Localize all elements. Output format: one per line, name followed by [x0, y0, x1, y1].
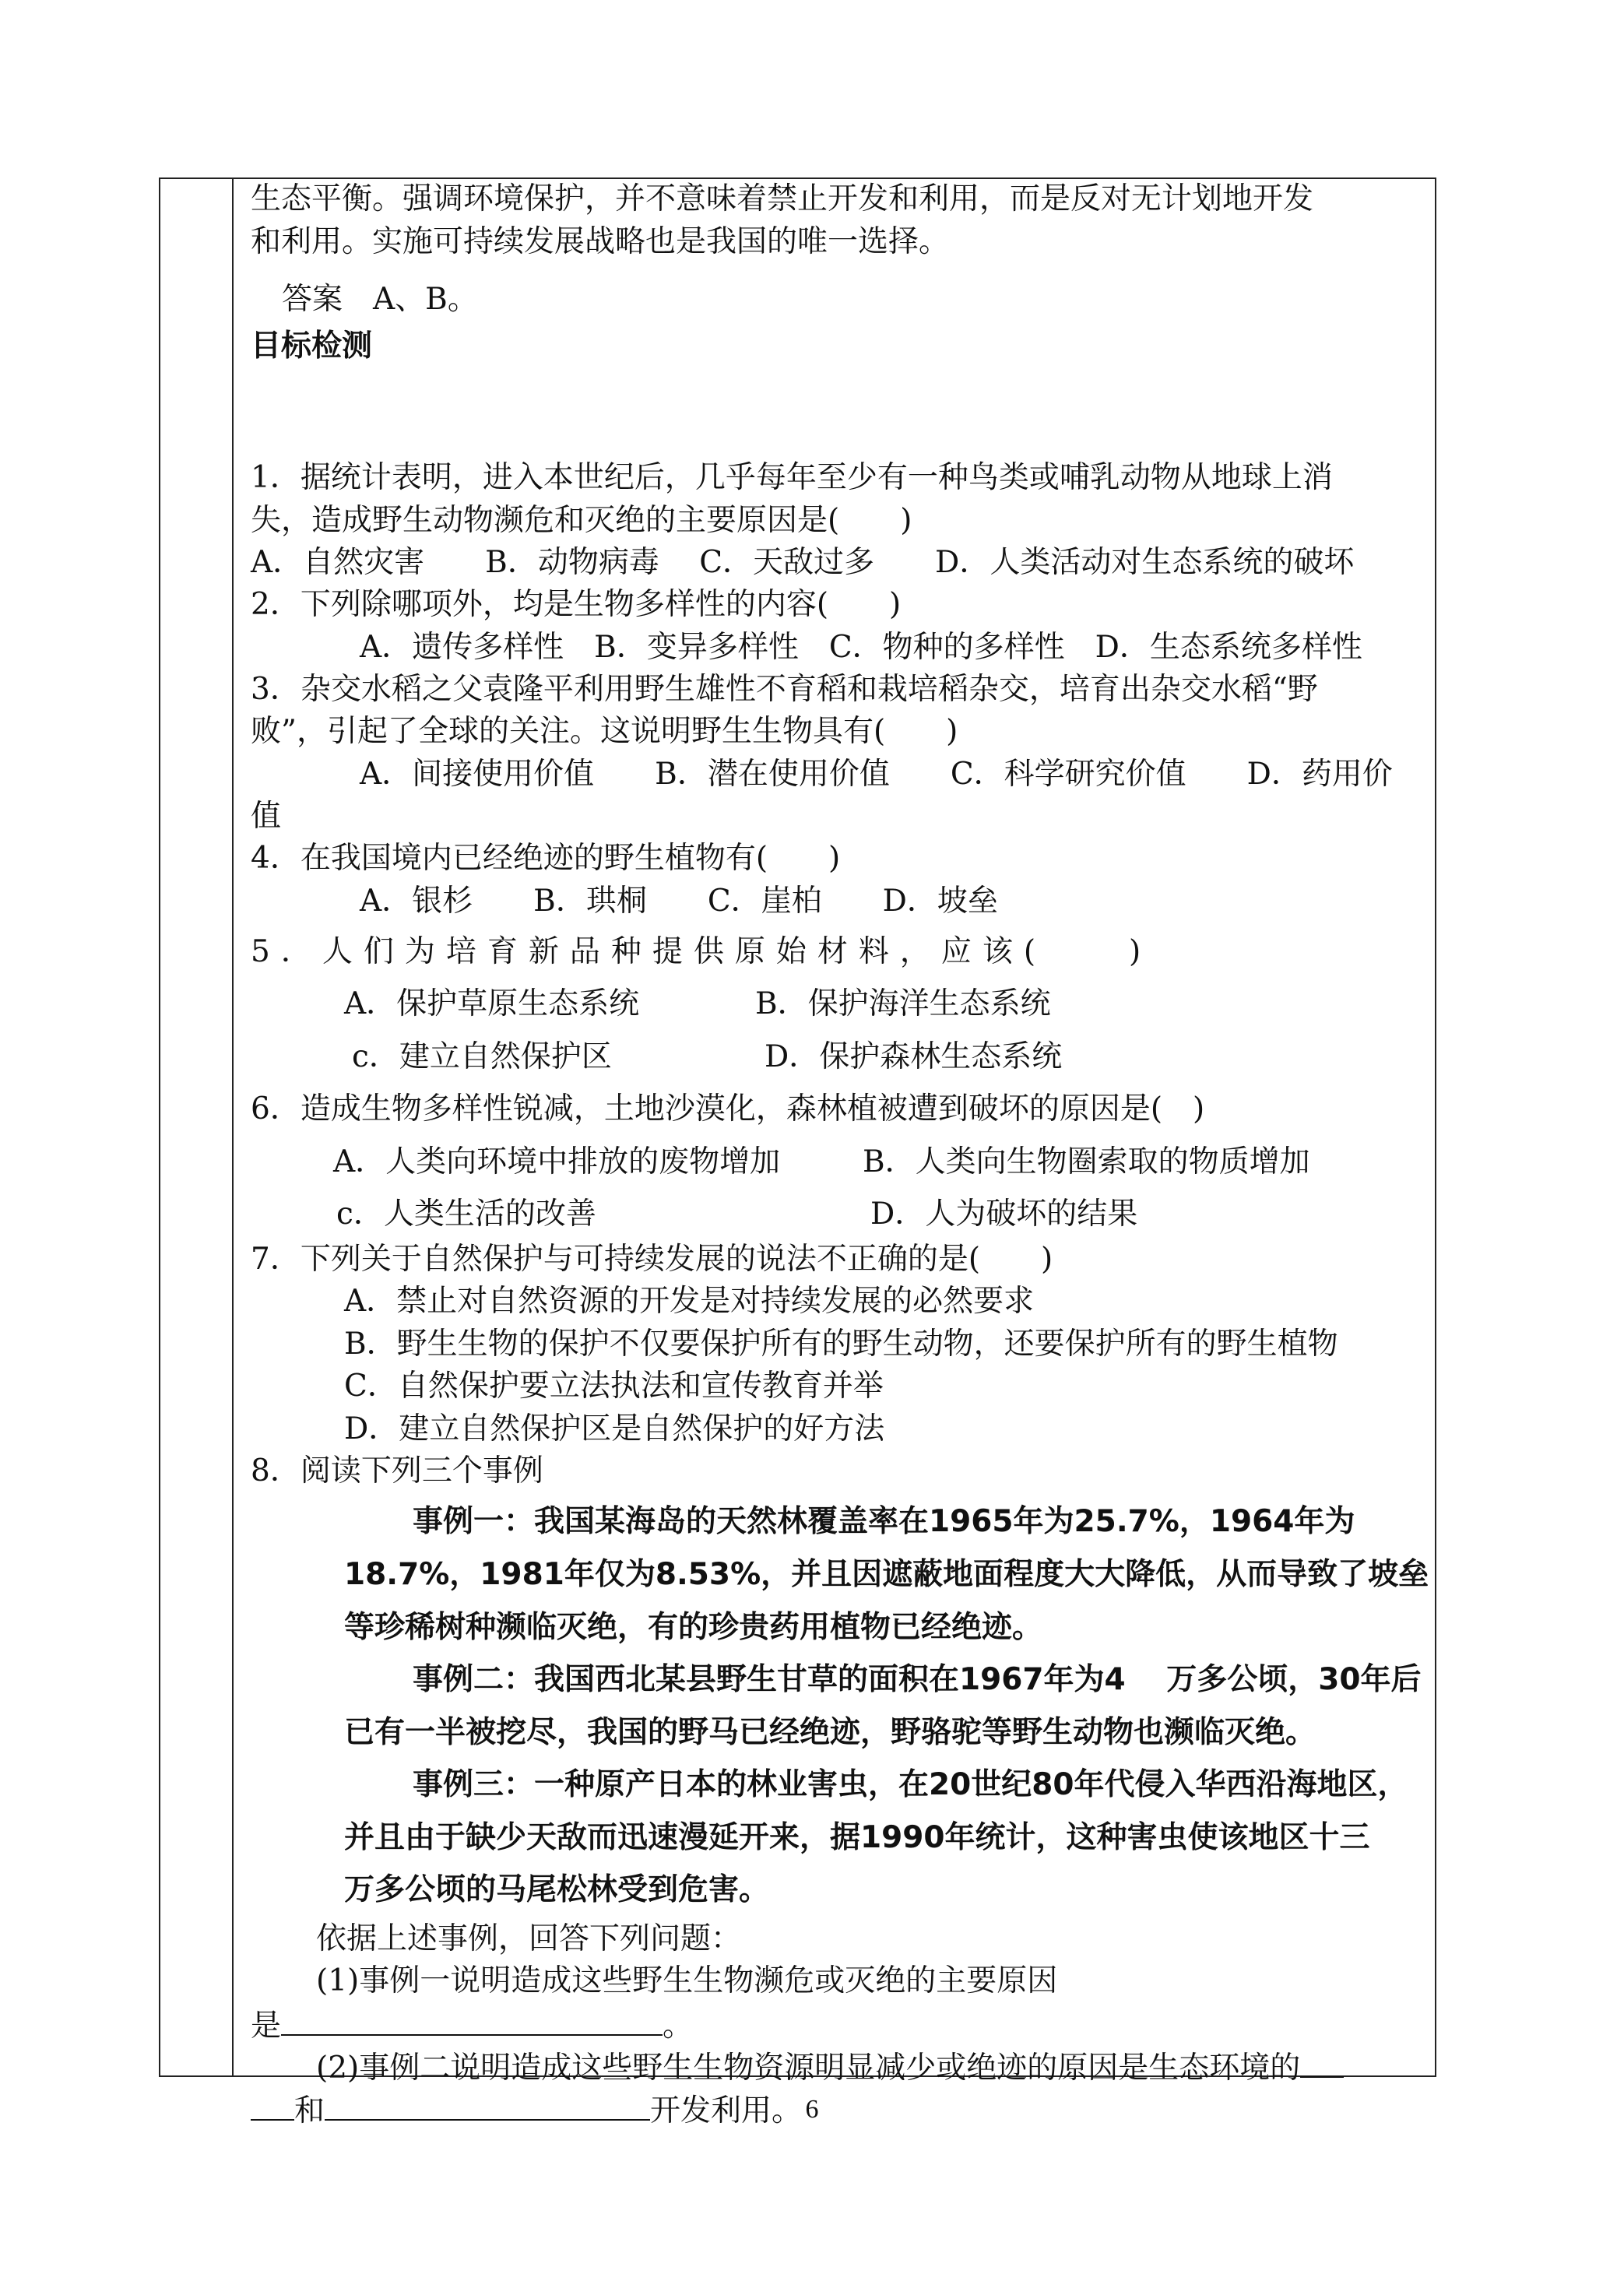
q8-sub2-mid: 和 — [294, 2093, 325, 2128]
q5-option-b: B．保护海洋生态系统 — [755, 986, 1051, 1021]
q8-sub2-end: 开发利用。 — [650, 2093, 803, 2128]
q8-example-1-line-3: 等珍稀树种濒临灭绝，有的珍贵药用植物已经绝迹。 — [344, 1610, 1043, 1645]
q8-example-3-line-3: 万多公顷的马尾松林受到危害。 — [344, 1872, 770, 1907]
q5-stem: 5．人们为培育新品种提供原始材料，应该( ) — [251, 934, 1152, 969]
q8-sub1-suffix: 。 — [663, 2009, 694, 2044]
q8-sub2-blank-1a[interactable] — [1300, 2048, 1344, 2078]
intro-line-1: 生态平衡。强调环境保护，并不意味着禁止开发和利用，而是反对无计划地开发 — [251, 181, 1314, 216]
q8-stem: 8．阅读下列三个事例 — [251, 1453, 543, 1488]
q1-stem-line-1: 1．据统计表明，进入本世纪后，几乎每年至少有一种鸟类或哺乳动物从地球上消 — [251, 460, 1333, 495]
q3-stem-line-2: 败”，引起了全球的关注。这说明野生生物具有( ) — [251, 714, 958, 749]
q7-option-c: C．自然保护要立法执法和宣传教育并举 — [344, 1369, 884, 1404]
q8-sub1-answer-blank[interactable] — [281, 2006, 663, 2036]
q4-options: A．银杉 B．珙桐 C．崖柏 D．坡垒 — [360, 884, 998, 919]
q6-option-b: B．人类向生物圈索取的物质增加 — [863, 1144, 1310, 1179]
q8-prompt: 依据上述事例，回答下列问题： — [316, 1921, 742, 1956]
q6-option-d: D．人为破坏的结果 — [870, 1197, 1138, 1232]
q2-options: A．遗传多样性 B．变异多样性 C．物种的多样性 D．生态系统多样性 — [360, 630, 1362, 665]
table-column-divider — [232, 177, 234, 2077]
q8-sub1-line-2 — [251, 2006, 693, 2044]
q6-option-c: c．人类生活的改善 — [336, 1197, 596, 1232]
q2-stem: 2．下列除哪项外，均是生物多样性的内容( ) — [251, 587, 902, 622]
q8-sub2-text: (2)事例二说明造成这些野生生物资源明显减少或绝迹的原因是生态环境的 — [316, 2051, 1301, 2086]
q3-options-continued: 值 — [251, 799, 282, 834]
q7-option-d: D．建立自然保护区是自然保护的好方法 — [344, 1411, 885, 1446]
q8-example-3-line-1: 事例三：一种原产日本的林业害虫，在20世纪80年代侵入华西沿海地区， — [413, 1767, 1408, 1802]
q3-options: A．间接使用价值 B．潜在使用价值 C．科学研究价值 D．药用价 — [360, 757, 1393, 792]
q7-stem: 7．下列关于自然保护与可持续发展的说法不正确的是( ) — [251, 1242, 1053, 1277]
page-number: 6 — [805, 2095, 819, 2124]
q1-options: A．自然灾害 B．动物病毒 C．天敌过多 D．人类活动对生态系统的破坏 — [251, 545, 1355, 580]
q1-stem-line-2: 失，造成野生动物濒危和灭绝的主要原因是( ) — [251, 503, 912, 538]
q8-sub2-line-1 — [316, 2048, 1344, 2086]
q7-option-a: A．禁止对自然资源的开发是对持续发展的必然要求 — [344, 1284, 1035, 1319]
section-title: 目标检测 — [251, 329, 373, 364]
q6-stem: 6．造成生物多样性锐减，土地沙漠化，森林植被遭到破坏的原因是( ) — [251, 1091, 1205, 1126]
q8-example-1-line-2: 18.7%，1981年仅为8.53%，并且因遮蔽地面程度大大降低，从而导致了坡垒 — [344, 1557, 1429, 1592]
q8-sub1-line-1: (1)事例一说明造成这些野生生物濒危或灭绝的主要原因 — [316, 1963, 1058, 1998]
q6-option-a: A．人类向环境中排放的废物增加 — [333, 1144, 781, 1179]
q8-example-2-line-1: 事例二：我国西北某县野生甘草的面积在1967年为4 万多公顷，30年后 — [413, 1662, 1422, 1697]
intro-line-2: 和利用。实施可持续发展战略也是我国的唯一选择。 — [251, 224, 950, 259]
intro-answer: 答案 A、B。 — [282, 282, 478, 317]
q7-option-b: B．野生生物的保护不仅要保护所有的野生动物，还要保护所有的野生植物 — [344, 1327, 1338, 1362]
q8-example-1-line-1: 事例一：我国某海岛的天然林覆盖率在1965年为25.7%，1964年为 — [413, 1504, 1355, 1539]
q5-option-a: A．保护草原生态系统 — [344, 986, 640, 1021]
q8-example-3-line-2: 并且由于缺少天敌而迅速漫延开来，据1990年统计，这种害虫使该地区十三 — [344, 1820, 1370, 1855]
q5-option-d: D．保护森林生态系统 — [765, 1039, 1063, 1074]
q8-example-2-line-2: 已有一半被挖尽，我国的野马已经绝迹，野骆驼等野生动物也濒临灭绝。 — [344, 1715, 1316, 1750]
q4-stem: 4．在我国境内已经绝迹的野生植物有( ) — [251, 841, 841, 876]
q5-option-c: c．建立自然保护区 — [352, 1039, 612, 1074]
q3-stem-line-1: 3．杂交水稻之父袁隆平利用野生雄性不育稻和栽培稻杂交，培育出杂交水稻“野 — [251, 672, 1318, 707]
q8-sub1-prefix: 是 — [251, 2009, 282, 2044]
